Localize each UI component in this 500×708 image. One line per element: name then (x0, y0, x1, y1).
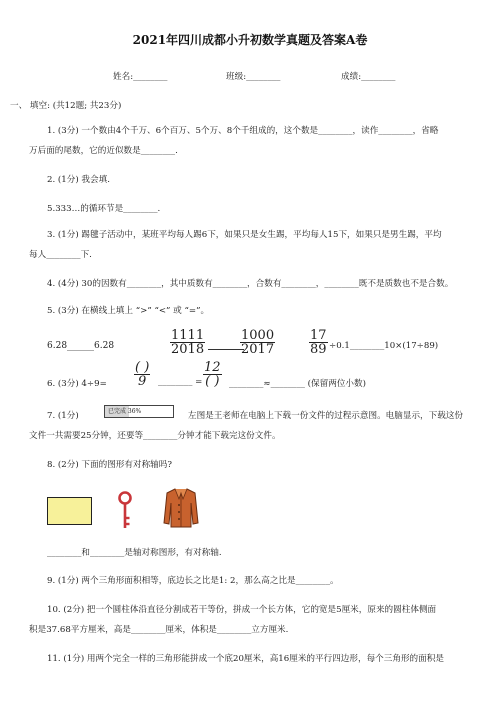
q1-line-1: 1. (3分) 一个数由4个千万、6个百万、5个万、8个千组成的，这个数是________，读作________，省略 (47, 126, 439, 136)
q6-tail: ________≈________ (保留两位小数) (229, 379, 366, 389)
q5-fraction-2 (240, 329, 275, 356)
q5-fraction-1 (170, 329, 244, 356)
q7-line-2: 文件一共需要25分钟，还要等________分钟才能下载完这份文件。 (29, 431, 281, 441)
q6-stem: 6. (3分) 4÷9= (47, 379, 107, 389)
q2-line-2: 5.333…的循环节是________. (47, 204, 161, 214)
q5-f1-denominator: 2018 (171, 342, 205, 357)
q2-line-1: 2. (1分) 我会填. (47, 175, 110, 185)
name-field: 姓名:________ (113, 72, 168, 82)
q6-f1-numerator: ( ) (135, 360, 150, 375)
q6-fraction-1 (134, 361, 150, 388)
q8-answer-line: ________和________是轴对称图形，有对称轴. (47, 548, 222, 558)
class-field: 班级:________ (226, 72, 281, 82)
q5-blank-1 (208, 349, 244, 350)
q4-text: 4. (4分) 30的因数有________，其中质数有________，合数有________，________既不是质数也不是合数。 (47, 279, 454, 289)
coat-figure (163, 487, 199, 529)
progress-label: 已完成 36% (108, 408, 142, 415)
q11-text: 11. (1分) 用两个完全一样的三角形能拼成一个底20厘米，高16厘米的平行四边形，每个三角形的面积是 (47, 654, 444, 664)
q5-f2-numerator: 1000 (241, 328, 275, 343)
yellow-rectangle-figure (47, 497, 92, 525)
download-progress-bar (104, 405, 174, 418)
q6-f2-denominator: ( ) (205, 374, 220, 389)
q5-f1-numerator: 1111 (171, 328, 205, 343)
q5-compare-3: ÷0.1________10×(17÷89) (329, 341, 439, 351)
q6-f1-denominator: 9 (138, 374, 147, 389)
q5-f2-denominator: 2017 (241, 342, 275, 357)
q5-f3-numerator: 17 (310, 328, 327, 343)
q10-line-2: 积是37.68平方厘米，高是________厘米，体积是________立方厘米. (29, 625, 289, 635)
key-figure (115, 490, 135, 532)
q5-f3-denominator: 89 (310, 342, 327, 357)
q6-fraction-2 (203, 361, 222, 388)
q8-stem: 8. (2分) 下面的图形有对称轴吗? (47, 460, 172, 470)
q1-line-2: 万后面的尾数，它的近似数是________. (29, 146, 178, 156)
q3-line-1: 3. (1分) 踢毽子活动中，某班平均每人踢6下，如果只是女生踢，平均每人15下，如果只是男生踢，平均 (47, 230, 442, 240)
q5-compare-1: 6.28______6.28 (47, 341, 115, 351)
q5-stem: 5. (3分) 在横线上填上 “>” “<” 或 “=”。 (47, 306, 210, 316)
score-field: 成绩:________ (341, 72, 396, 82)
q6-f2-numerator: 12 (204, 360, 221, 375)
page-title: 2021年四川成都小升初数学真题及答案A卷 (132, 33, 368, 47)
q5-fraction-3 (309, 329, 328, 356)
q10-line-1: 10. (2分) 把一个圆柱体沿直径分割成若干等份，拼成一个长方体，它的宽是5厘米，原来的圆柱体侧面 (47, 605, 437, 615)
q6-equals: ________ = (158, 377, 203, 387)
q3-line-2: 每人________下. (29, 250, 92, 260)
section-heading: 一、 填空: (共12题; 共23分) (10, 101, 122, 111)
q7-stem: 7. (1分) (47, 411, 79, 421)
q9-text: 9. (1分) 两个三角形面积相等，底边长之比是1: 2，那么高之比是________。 (47, 576, 339, 586)
q7-line-1: 左图是王老师在电脑上下载一份文件的过程示意图。电脑显示，下载这份 (188, 411, 464, 421)
